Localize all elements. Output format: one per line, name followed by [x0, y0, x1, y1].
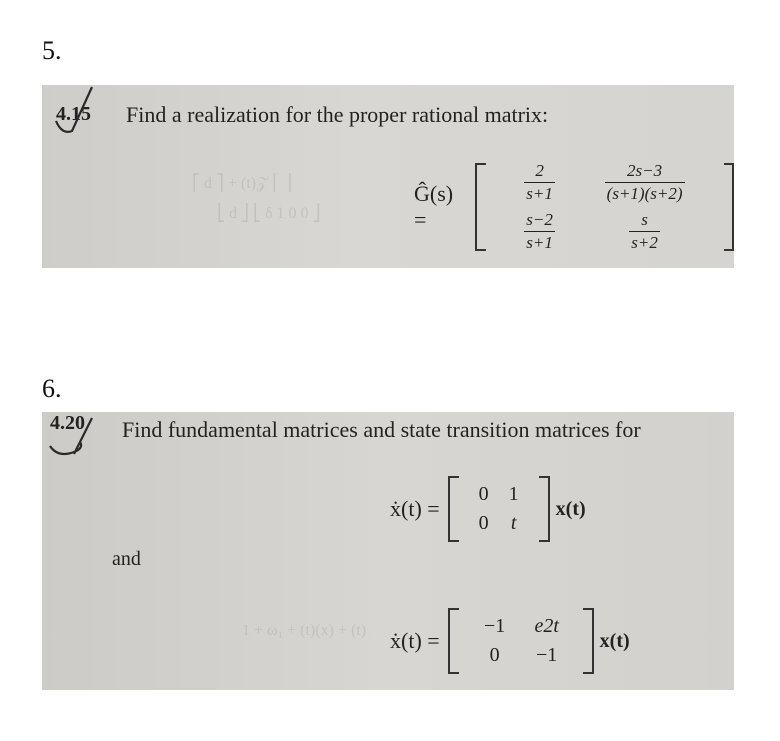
equation-2 [390, 608, 630, 674]
problem-instruction: Find a realization for the proper rational matrix: [126, 102, 549, 127]
matrix-entry: e2t [534, 615, 559, 637]
equation-lhs: ẋ(t) = [390, 496, 440, 521]
equation-rhs: x(t) [555, 497, 586, 520]
question-number-5: 5. [42, 36, 62, 65]
bleed-through-text: ⎡ d ⎤ + (t)𝒵 ⎢ ⎥ [192, 175, 293, 192]
transfer-matrix [486, 161, 724, 253]
equation-1 [390, 476, 586, 542]
conjunction-text: and [112, 548, 141, 570]
matrix-entry: $\frac{2}{s+1}$ [526, 161, 553, 203]
matrix-entry: −1 [484, 615, 506, 637]
equation-G-hat [414, 161, 734, 253]
left-bracket [475, 163, 485, 251]
checkmark-annotation [44, 416, 114, 462]
question-number-6: 6. [42, 374, 62, 403]
problem-id: 4.15 [56, 103, 91, 125]
matrix-entry: $\frac{s}{s+2}$ [631, 210, 658, 252]
photo-problem-4-15 [42, 85, 734, 268]
matrix-entry: 0 [489, 644, 500, 666]
right-bracket [724, 163, 734, 251]
right-bracket [539, 476, 550, 542]
state-matrix-1 [459, 483, 539, 535]
equation-lhs: ẋ(t) = [390, 628, 440, 653]
state-matrix-2 [459, 615, 583, 667]
left-bracket [448, 608, 459, 674]
matrix-entry: 0 [478, 483, 489, 505]
matrix-entry: 0 [478, 512, 489, 534]
left-bracket [448, 476, 459, 542]
problem-id: 4.20 [50, 412, 85, 434]
matrix-entry: $\frac{s-2}{s+1}$ [526, 210, 553, 252]
bleed-through-text: ⎣ d ⎦ ⎣ δ 1 0 0 ⎦ [217, 205, 321, 222]
equation-lhs: Ĝ(s) = [414, 181, 454, 232]
matrix-entry: 1 [508, 483, 519, 505]
checkmark-annotation [48, 85, 118, 145]
right-bracket [583, 608, 594, 674]
equation-rhs: x(t) [599, 629, 630, 652]
matrix-entry: −1 [536, 644, 558, 666]
matrix-entry: $\frac{2s-3}{(s+1)(s+2)}$ [606, 161, 683, 203]
problem-instruction: Find fundamental matrices and state transition matrices for [122, 417, 641, 442]
bleed-through-text: 1 + ω₁ + (t)(x) + (t) [242, 622, 367, 639]
photo-problem-4-20 [42, 412, 734, 690]
matrix-entry: t [510, 512, 517, 534]
